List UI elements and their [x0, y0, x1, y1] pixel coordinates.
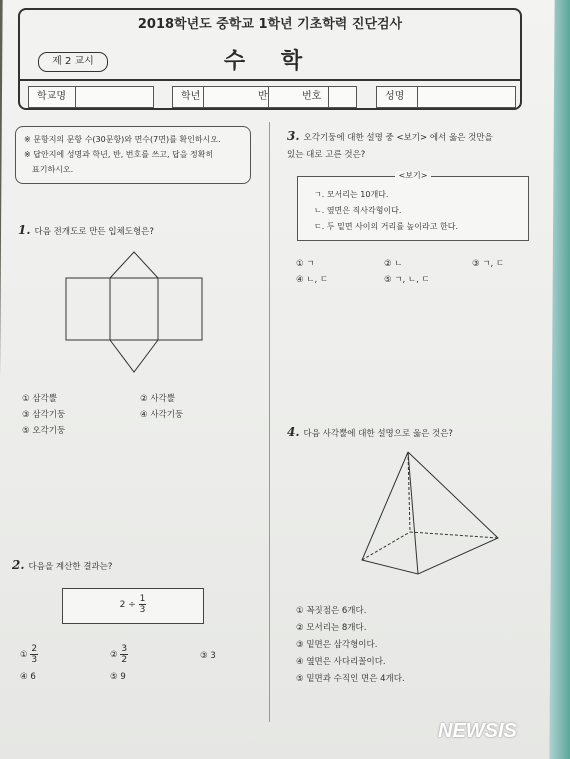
q3-option-4[interactable]: ④ ㄴ, ㄷ [296, 275, 329, 285]
header-divider [20, 79, 520, 81]
q4-option-3[interactable]: ③ 밑면은 삼각형이다. [296, 640, 378, 650]
grade-label: 학년 [181, 91, 201, 102]
question-1 [18, 222, 154, 241]
instruction-box [15, 126, 251, 184]
q4-option-5[interactable]: ⑤ 밑면과 수직인 면은 4개다. [296, 674, 405, 684]
instruction-line: 표기하시오. [32, 165, 74, 174]
option-mark: ② [110, 650, 118, 660]
class-field[interactable] [246, 86, 295, 108]
q1-option-3[interactable]: ③ 삼각기둥 [22, 410, 66, 420]
school-name-field[interactable] [28, 86, 154, 108]
q2-option-3[interactable] [200, 651, 216, 661]
bogi-box [297, 171, 529, 241]
school-name-label: 학교명 [37, 91, 66, 102]
fraction-numerator: 1 [139, 594, 146, 604]
grade-field[interactable] [172, 86, 248, 108]
number-field[interactable] [294, 86, 357, 108]
q2-option-4[interactable] [20, 672, 36, 682]
q1-option-4[interactable]: ④ 사각기둥 [140, 410, 184, 420]
q4-option-1[interactable]: ① 꼭짓점은 6개다. [296, 606, 367, 616]
class-label: 반 [258, 91, 268, 102]
instruction-line: ※ 답안지에 성명과 학년, 반, 번호를 쓰고, 답을 정확히 [24, 150, 214, 159]
q3-option-5[interactable]: ⑤ ㄱ, ㄴ, ㄷ [384, 275, 430, 285]
school-name-box[interactable] [75, 87, 154, 107]
fraction-denominator: 3 [139, 605, 146, 615]
option-text: 6 [30, 672, 36, 682]
option-fraction [30, 644, 38, 665]
q3-option-3[interactable]: ③ ㄱ, ㄷ [472, 259, 505, 269]
fraction-denominator: 2 [121, 655, 128, 665]
option-mark: ③ [200, 651, 208, 661]
option-mark: ① [20, 650, 28, 660]
option-text: 9 [120, 672, 126, 682]
q3-option-2[interactable]: ② ㄴ [384, 259, 403, 269]
option-mark: ④ [20, 672, 28, 682]
q4-option-2[interactable]: ② 모서리는 8개다. [296, 623, 367, 633]
question-text: 다음 사각뿔에 대한 설명으로 옳은 것은? [303, 429, 453, 439]
q1-option-2[interactable]: ② 사각뿔 [140, 394, 175, 404]
question-text: 다음을 계산한 결과는? [28, 562, 113, 572]
q3-option-1[interactable]: ① ㄱ [296, 259, 315, 269]
option-mark: ⑤ [110, 672, 118, 682]
question-text: 오각기둥에 대한 설명 중 <보기> 에서 옳은 것만을 [303, 133, 493, 143]
bogi-item: ㄴ. 옆면은 직사각형이다. [314, 206, 402, 215]
student-name-label: 성명 [385, 91, 405, 102]
triangular-prism-net-figure [60, 248, 210, 378]
expression-left: 2 ÷ [119, 600, 136, 610]
expression-box [62, 588, 204, 624]
bogi-title-text: <보기> [395, 171, 432, 180]
q1-option-5[interactable]: ⑤ 오각기둥 [22, 426, 66, 436]
question-number: 2. [12, 558, 25, 572]
question-text-line2: 있는 대로 고른 것은? [287, 150, 366, 160]
bogi-item: ㄱ. 모서리는 10개다. [314, 190, 389, 199]
student-name-field[interactable] [376, 86, 516, 108]
fraction-numerator: 3 [121, 644, 128, 654]
option-text: 3 [210, 651, 216, 661]
q2-option-5[interactable] [110, 672, 126, 682]
q4-option-4[interactable]: ④ 옆면은 사다리꼴이다. [296, 657, 386, 667]
exam-title: 2018학년도 중학교 1학년 기초학력 진단검사 [137, 17, 403, 32]
subject-title: 수 학 [223, 49, 317, 74]
q1-option-1[interactable]: ① 삼각뿔 [22, 394, 57, 404]
question-2 [12, 557, 112, 576]
newsis-watermark: NEWSIS [438, 720, 517, 742]
option-fraction [120, 644, 128, 665]
column-divider [269, 122, 270, 722]
number-label: 번호 [302, 91, 322, 102]
square-pyramid-figure [356, 448, 516, 578]
q2-option-2[interactable] [110, 644, 128, 665]
number-box[interactable] [328, 87, 357, 107]
question-number: 1. [18, 223, 31, 237]
question-4 [287, 424, 453, 443]
bogi-title [298, 170, 528, 181]
question-text: 다음 전개도로 만든 입체도형은? [34, 227, 154, 237]
q2-option-1[interactable] [20, 644, 38, 665]
question-3 [287, 128, 493, 164]
bogi-item: ㄷ. 두 밑면 사이의 거리를 높이라고 한다. [314, 222, 458, 231]
exam-header [18, 8, 522, 110]
instruction-line: ※ 문항지의 문항 수(30문항)와 면수(7면)를 확인하시오. [24, 135, 221, 144]
class-box[interactable] [268, 87, 295, 107]
expression [63, 594, 203, 615]
question-number: 3. [287, 129, 300, 143]
question-number: 4. [287, 425, 300, 439]
expression-fraction [139, 594, 147, 615]
fraction-denominator: 3 [31, 655, 38, 665]
student-name-box[interactable] [417, 87, 516, 107]
fraction-numerator: 2 [31, 644, 38, 654]
grade-box[interactable] [203, 87, 248, 107]
session-badge: 제 2 교시 [38, 52, 108, 72]
